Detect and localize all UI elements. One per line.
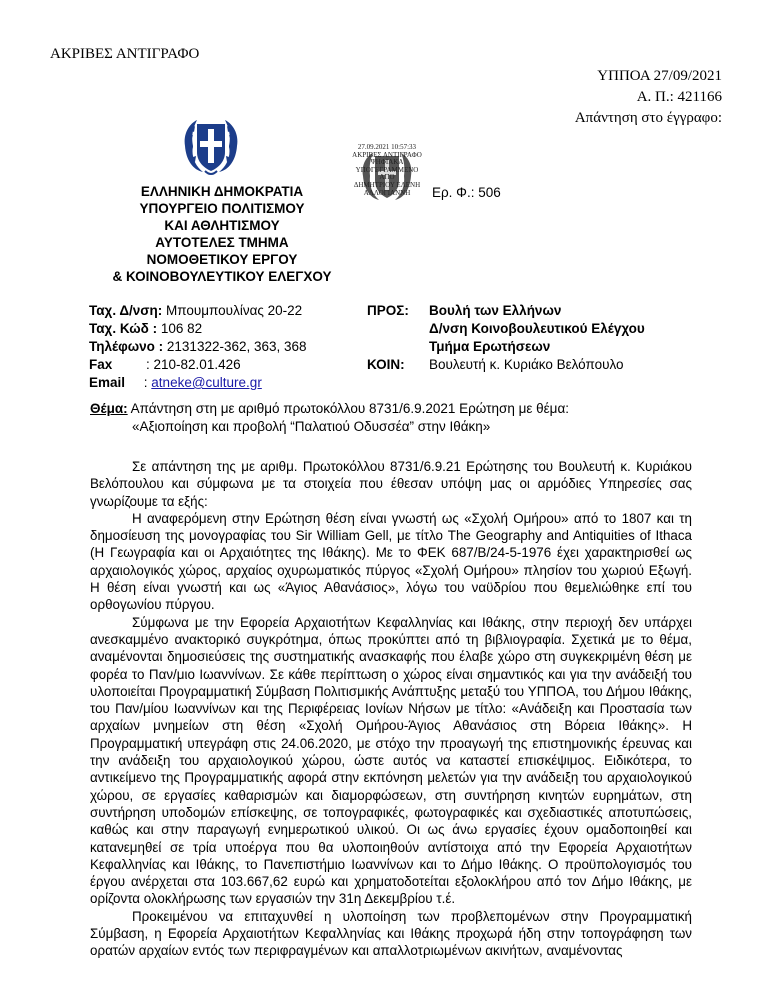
to-row [367, 338, 645, 356]
email-row [89, 374, 307, 392]
reference-block [575, 66, 722, 129]
to-row [367, 302, 645, 320]
subject-text: Απάντηση στη με αριθμό πρωτοκόλλου 8731/6.9.2021 Ερώτηση με θέμα: [127, 401, 569, 416]
to-recipient: Τμήμα Ερωτήσεων [429, 339, 551, 354]
postcode-label: Ταχ. Κώδ : [89, 321, 158, 336]
ministry-line: ΝΟΜΟΘΕΤΙΚΟΥ ΕΡΓΟΥ [146, 252, 298, 267]
cc-recipient: Βουλευτή κ. Κυριάκο Βελόπουλο [429, 357, 624, 372]
to-recipient: Δ/νση Κοινοβουλευτικού Ελέγχου [429, 321, 645, 336]
protocol-number: Α. Π.: 421166 [636, 89, 722, 105]
email-label: Email [89, 375, 126, 390]
email-link[interactable]: atneke@culture.gr [151, 375, 262, 390]
postcode-value: 106 82 [157, 321, 203, 336]
phone-label: Τηλέφωνο : [89, 339, 164, 354]
fax-label: Fax [89, 357, 113, 372]
subject-title: «Αξιοποίηση και προβολή “Παλατιού Οδυσσέα” στην Ιθάκη» [132, 419, 491, 434]
sender-contacts [89, 302, 307, 392]
subject-line [90, 400, 690, 418]
postcode-row [89, 320, 307, 338]
reply-to-document: Απάντηση στο έγγραφο: [574, 110, 722, 126]
ministry-header [96, 183, 348, 285]
body-paragraph: Η αναφερόμενη στην Ερώτηση θέση είναι γνωστή ως «Σχολή Ομήρου» από το 1807 και τη δημοσίευση της μονογραφίας του Sir William Gell, με τίτλο The Geography and Antiquities of Ithaca (Η Γεωγραφία και οι Αρχαιότητες της Ιθάκης). Με το ΦΕΚ 687/Β/24-5-1976 έχει χαρακτηρισθεί ως αρχαιολογικός χώρος, αρχαίος οχυρωματικός πύργος «Σχολή Ομήρου» πλησίον του χωριού Εξωγή. Η θέση είναι γνωστή και ως «Άγιος Αθανάσιος», λόγω του ναϋδρίου που θεμελιώθηκε επί του ορθογωνίου πύργου. [90, 510, 692, 613]
body-paragraph: Σε απάντηση της με αριθμ. Πρωτοκόλλου 8731/6.9.21 Ερώτησης του Βουλευτή κ. Κυριάκου Βελόπουλου και σύμφωνα με τα στοιχεία που έθεσαν υπόψη μας οι αρμόδιες Υπηρεσίες σας γνωρίζουμε τα εξής: [90, 459, 692, 509]
ministry-line: ΑΥΤΟΤΕΛΕΣ ΤΜΗΜΑ [155, 235, 289, 250]
to-recipient: Βουλή των Ελλήνων [429, 303, 562, 318]
reference-date: ΥΠΠΟΑ 27/09/2021 [597, 68, 722, 84]
ministry-line: & ΚΟΙΝΟΒΟΥΛΕΥΤΙΚΟΥ ΕΛΕΓΧΟΥ [112, 269, 332, 284]
phone-value: 2131322-362, 363, 368 [163, 339, 307, 354]
greek-coat-of-arms-icon [181, 116, 241, 178]
certified-copy-label: ΑΚΡΙΒΕΣ ΑΝΤΙΓΡΑΦΟ [50, 46, 200, 62]
to-row [367, 320, 645, 338]
subject-block [90, 400, 690, 436]
cc-row [367, 356, 645, 374]
stamp-line: 27.09.2021 10:57:33 [357, 143, 417, 151]
address-label: Ταχ. Δ/νση: [89, 303, 163, 318]
ministry-line: ΚΑΙ ΑΘΛΗΤΙΣΜΟΥ [164, 218, 280, 233]
question-number: Ερ. Φ.: 506 [432, 185, 501, 200]
fax-value: : 210-82.01.426 [112, 357, 241, 372]
address-value: Μπουμπουλίνας 20-22 [162, 303, 303, 318]
to-label: ΠΡΟΣ: [367, 303, 409, 318]
stamp-line: ΑΛΛΟΓΙΑΝΝΗ [363, 188, 411, 197]
digital-signature-stamp [343, 144, 431, 208]
stamp-line: ΑΠΟ [379, 173, 395, 182]
ministry-line: ΥΠΟΥΡΓΕΙΟ ΠΟΛΙΤΙΣΜΟΥ [139, 201, 305, 216]
phone-row [89, 338, 307, 356]
email-separator: : [125, 375, 152, 390]
letter-body [90, 458, 692, 960]
address-row [89, 302, 307, 320]
recipients-block [367, 302, 645, 374]
stamp-line: ΥΠΟΓΕΓΡΑΜΜΕΝΟ [355, 165, 419, 174]
stamp-line: ΔΗΜΗΤΡΙΟΥ ΕΛΕΝΗ [353, 180, 421, 189]
cc-label: ΚΟΙΝ: [367, 357, 405, 372]
subject-label: Θέμα: [90, 401, 128, 416]
stamp-text [343, 144, 431, 197]
fax-row [89, 356, 307, 374]
ministry-line: ΕΛΛΗΝΙΚΗ ΔΗΜΟΚΡΑΤΙΑ [140, 184, 304, 199]
stamp-line: ΑΚΡΙΒΕΣ ΑΝΤΙΓΡΑΦΟ [352, 150, 422, 159]
body-paragraph: Προκειμένου να επιταχυνθεί η υλοποίηση των προβλεπομένων στην Προγραμματική Σύμβαση, η Εφορεία Αρχαιοτήτων Κεφαλληνίας και Ιθάκης προχωρά ήδη στην τοπογράφηση των ορατών αρχαίων εντός των περιφραγμένων και απαλλοτριωμένων ακινήτων, αναμένοντας [90, 908, 692, 959]
stamp-line: ΨΗΦΙΑΚΑ [370, 158, 404, 167]
body-paragraph: Σύμφωνα με την Εφορεία Αρχαιοτήτων Κεφαλληνίας και Ιθάκης, στην περιοχή δεν υπάρχει ανεσκαμμένο ανακτορικό συγκρότημα, όπως προκύπτει από τη βιβλιογραφία. Σχετικά με το θέμα, αναμένονται δημοσιεύσεις της συστηματικής ανασκαφής που έλαβε χώρο στη συγκεκριμένη θέση με φορέα το Παν/μιο Ιωαννίνων. Σε κάθε περίπτωση ο χώρος είναι σημαντικός και για την ανάδειξή του υλοποιείται Προγραμματική Σύμβαση Πολιτισμικής Ανάπτυξης μεταξύ του ΥΠΠΟΑ, του Δήμου Ιθάκης, του Παν/μίου Ιωαννίνων και της Περιφέρειας Ιονίων Νήσων με τίτλο: «Ανάδειξη και Προστασία των αρχαίων μνημείων στη θέση «Σχολή Ομήρου-Άγιος Αθανάσιος στη Βόρεια Ιθάκης». Η Προγραμματική υπεγράφη στις 24.06.2020, με στόχο την προαγωγή της επιστημονικής έρευνας και την ανάδειξη του αρχαιολογικού χώρου, ώστε αυτός να καταστεί επισκέψιμος. Ειδικότερα, το αντικείμενο της Προγραμματικής αφορά στην εκπόνηση μελετών για την ανάδειξη του αρχαιολογικού χώρου, σε εργασίες καθαρισμών και διαμορφώσεων, στη συντήρηση κινητών ευρημάτων, στη συντήρηση υποδομών επίσκεψης, σε τοπογραφικές, φωτογραφικές και σχεδιαστικές αποτυπώσεις, καθώς και στην παραγωγή ενημερωτικού υλικού. Οι ως άνω εργασίες έχουν ομαδοποιηθεί και κατανεμηθεί σε τρία υποέργα που θα υλοποιηθούν αντίστοιχα από την Εφορεία Αρχαιοτήτων Κεφαλληνίας και Ιθάκης, το Πανεπιστήμιο Ιωαννίνων και το Δήμο Ιθάκης. Ο προϋπολογισμός του έργου ανέρχεται στα 103.667,62 ευρώ και χρηματοδοτείται εξολοκλήρου από τον Δήμο Ιθάκης, με ορίζοντα ολοκλήρωσης των εργασιών την 31η Δεκεμβρίου τ.έ. [90, 614, 692, 907]
